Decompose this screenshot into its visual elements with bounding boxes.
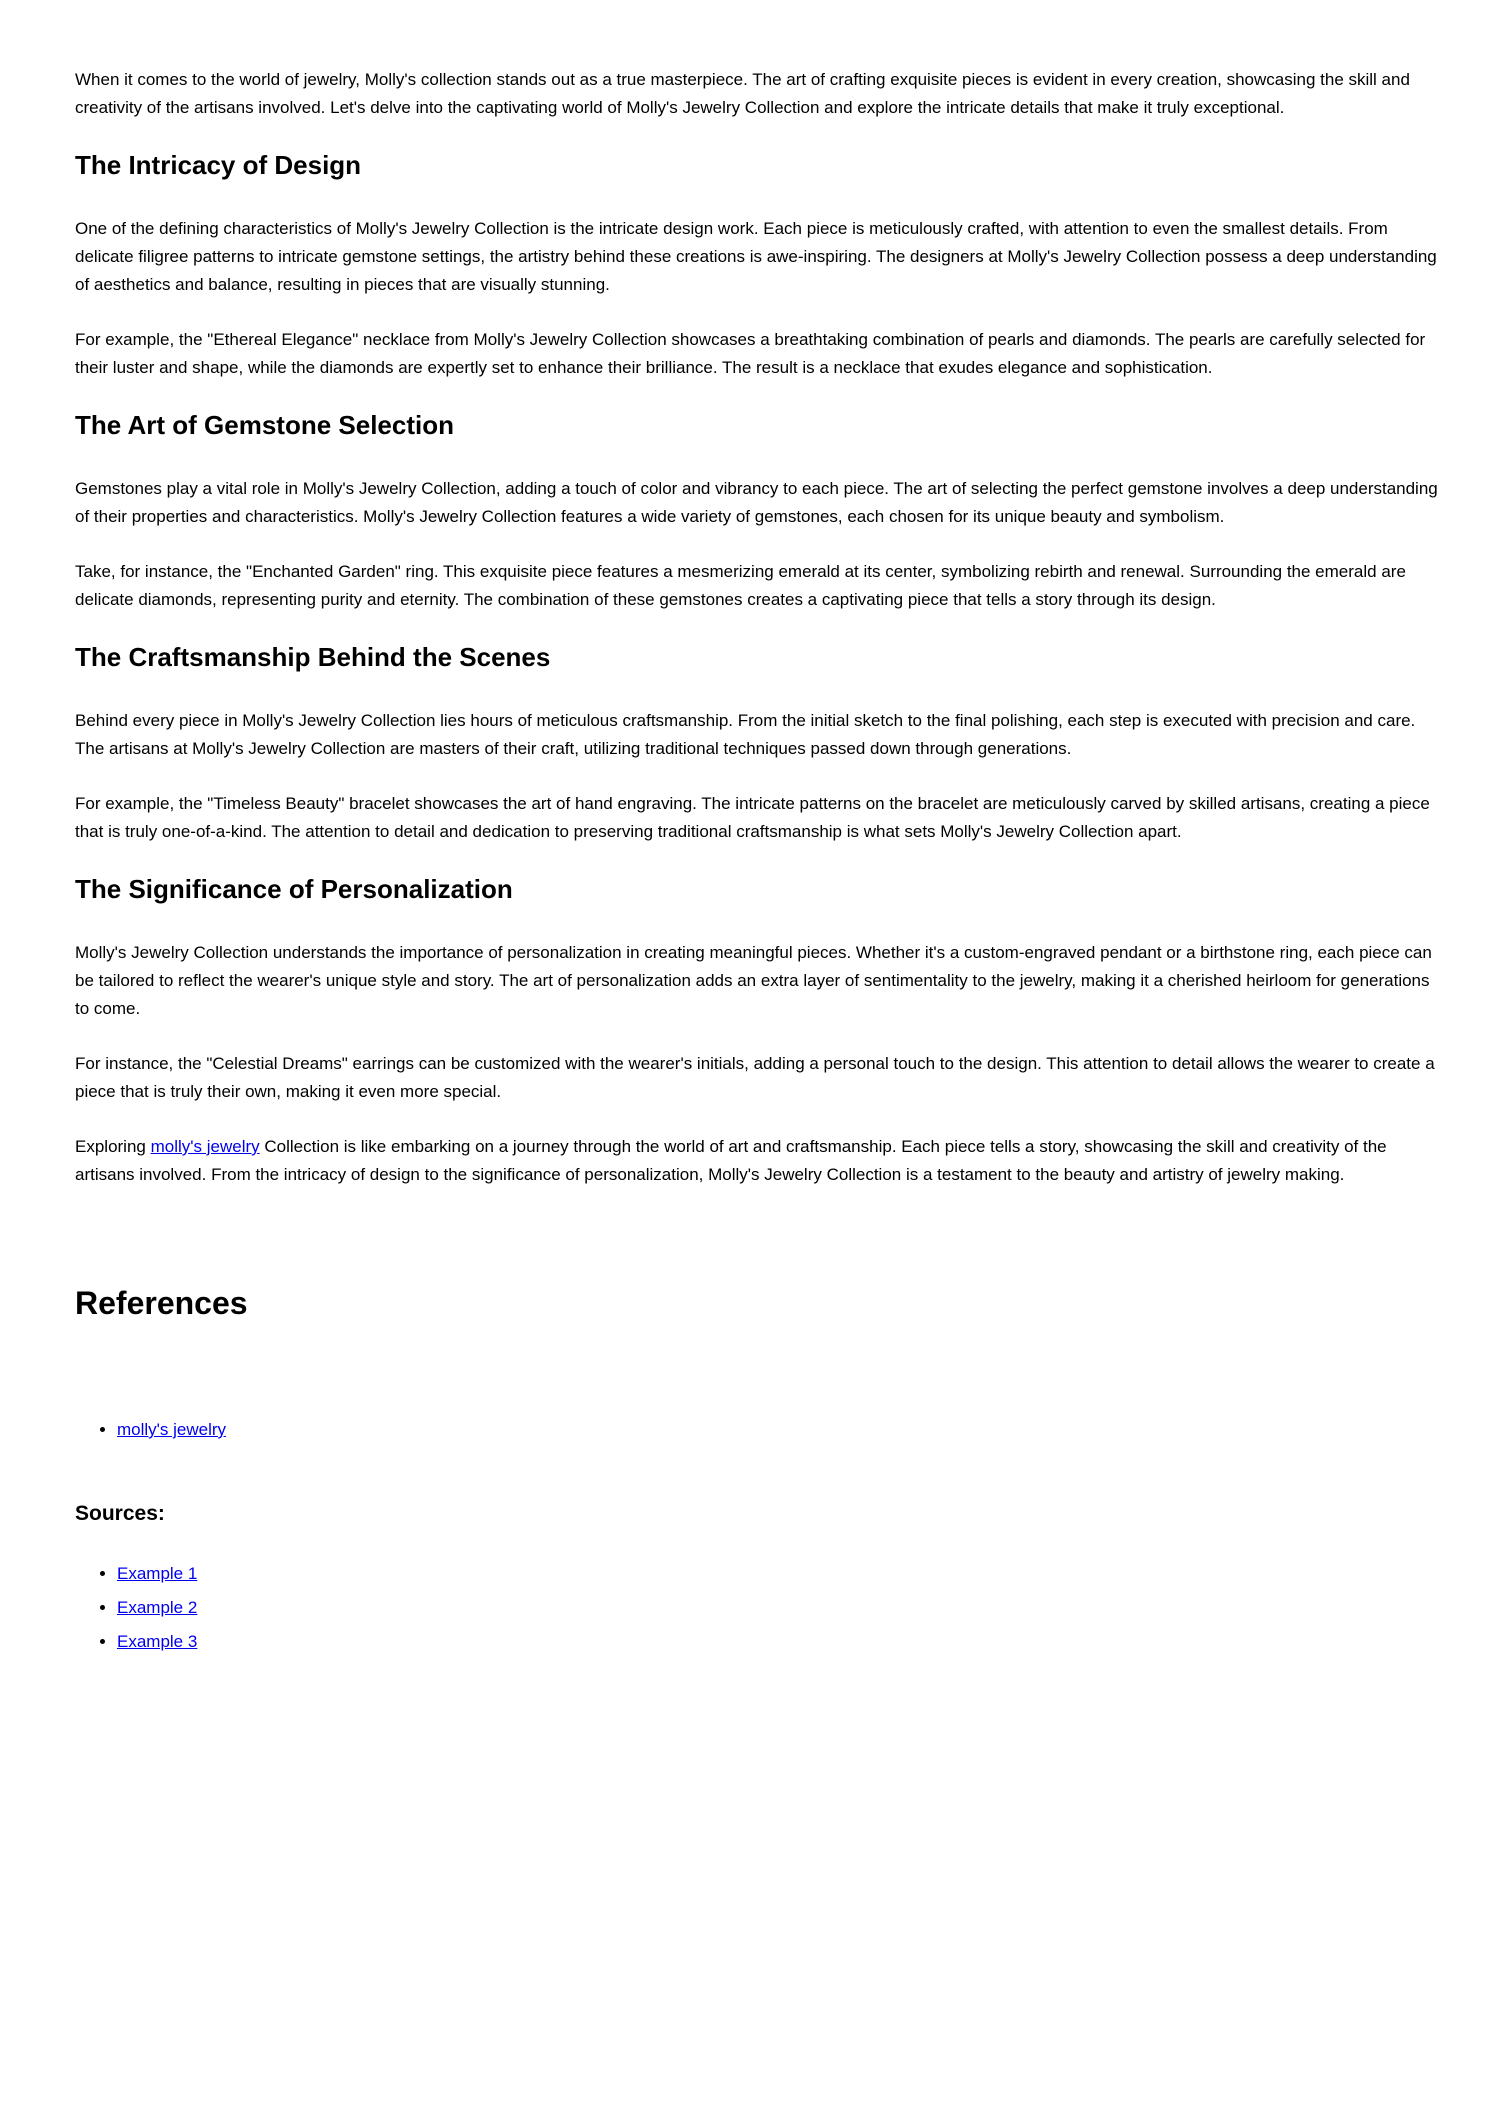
- sources-heading: Sources:: [75, 1502, 165, 1525]
- example-3-link[interactable]: Example 3: [117, 1632, 198, 1651]
- example-2-link[interactable]: Example 2: [117, 1598, 198, 1617]
- sources-list-item: [117, 1628, 1445, 1656]
- paragraph-intricacy-1: One of the defining characteristics of Molly's Jewelry Collection is the intricate design work. Each piece is meticulously crafted, with attention to even the smallest details. From delicate filigree patterns to intricate gemstone settings, the artistry behind these creations is awe-inspiring. The designers at Molly's Jewelry Collection possess a deep understanding of aesthetics and balance, resulting in pieces that are visually stunning.: [75, 219, 1437, 294]
- heading-intricacy-of-design: The Intricacy of Design: [75, 150, 362, 180]
- heading-personalization: The Significance of Personalization: [75, 874, 513, 904]
- intro-paragraph: When it comes to the world of jewelry, Molly's collection stands out as a true masterpiece. The art of crafting exquisite pieces is evident in every creation, showcasing the skill and creativity of the artisans involved. Let's delve into the captivating world of Molly's Jewelry Collection and explore the intricate details that make it truly exceptional.: [75, 70, 1410, 117]
- heading-gemstone-selection: The Art of Gemstone Selection: [75, 410, 454, 440]
- example-1-link[interactable]: Example 1: [117, 1564, 198, 1583]
- paragraph-craftsmanship-1: Behind every piece in Molly's Jewelry Collection lies hours of meticulous craftsmanship. From the initial sketch to the final polishing, each step is executed with precision and care. The artisans at Molly's Jewelry Collection are masters of their craft, utilizing traditional techniques passed down through generations.: [75, 711, 1416, 758]
- paragraph-intricacy-2: For example, the "Ethereal Elegance" necklace from Molly's Jewelry Collection showcases a breathtaking combination of pearls and diamonds. The pearls are carefully selected for their luster and shape, while the diamonds are expertly set to enhance their brilliance. The result is a necklace that exudes elegance and sophistication.: [75, 330, 1426, 377]
- sources-list-item: [117, 1594, 1445, 1622]
- sources-list-item: [117, 1560, 1445, 1588]
- references-list-item: [117, 1416, 1445, 1444]
- references-heading: References: [75, 1285, 248, 1321]
- paragraph-gemstone-2: Take, for instance, the "Enchanted Garden" ring. This exquisite piece features a mesmerizing emerald at its center, symbolizing rebirth and renewal. Surrounding the emerald are delicate diamonds, representing purity and eternity. The combination of these gemstones creates a captivating piece that tells a story through its design.: [75, 562, 1406, 609]
- paragraph-craftsmanship-2: For example, the "Timeless Beauty" bracelet showcases the art of hand engraving. The intricate patterns on the bracelet are meticulously carved by skilled artisans, creating a piece that is truly one-of-a-kind. The attention to detail and dedication to preserving traditional craftsmanship is what sets Molly's Jewelry Collection apart.: [75, 794, 1430, 841]
- closing-prefix-text: Exploring: [75, 1137, 151, 1156]
- paragraph-personalization-1: Molly's Jewelry Collection understands the importance of personalization in creating meaningful pieces. Whether it's a custom-engraved pendant or a birthstone ring, each piece can be tailored to reflect the wearer's unique style and story. The art of personalization adds an extra layer of sentimentality to the jewelry, making it a cherished heirloom for generations to come.: [75, 943, 1432, 1018]
- mollys-jewelry-reference-link[interactable]: molly's jewelry: [117, 1420, 227, 1439]
- paragraph-gemstone-1: Gemstones play a vital role in Molly's Jewelry Collection, adding a touch of color and vibrancy to each piece. The art of selecting the perfect gemstone involves a deep understanding of their properties and characteristics. Molly's Jewelry Collection features a wide variety of gemstones, each chosen for its unique beauty and symbolism.: [75, 479, 1438, 526]
- sources-list: [75, 1560, 1445, 1656]
- closing-paragraph: [75, 1133, 1445, 1189]
- mollys-jewelry-inline-link[interactable]: molly's jewelry: [150, 1137, 260, 1156]
- references-list: [75, 1416, 1445, 1444]
- closing-suffix-text: Collection is like embarking on a journey through the world of art and craftsmanship. Each piece tells a story, showcasing the skill and creativity of the artisans involved. From the intricacy of design to the significance of personalization, Molly's Jewelry Collection is a testament to the beauty and artistry of jewelry making.: [75, 1137, 1387, 1184]
- paragraph-personalization-2: For instance, the "Celestial Dreams" earrings can be customized with the wearer's initials, adding a personal touch to the design. This attention to detail allows the wearer to create a piece that is truly their own, making it even more special.: [75, 1054, 1435, 1101]
- heading-craftsmanship: The Craftsmanship Behind the Scenes: [75, 642, 551, 672]
